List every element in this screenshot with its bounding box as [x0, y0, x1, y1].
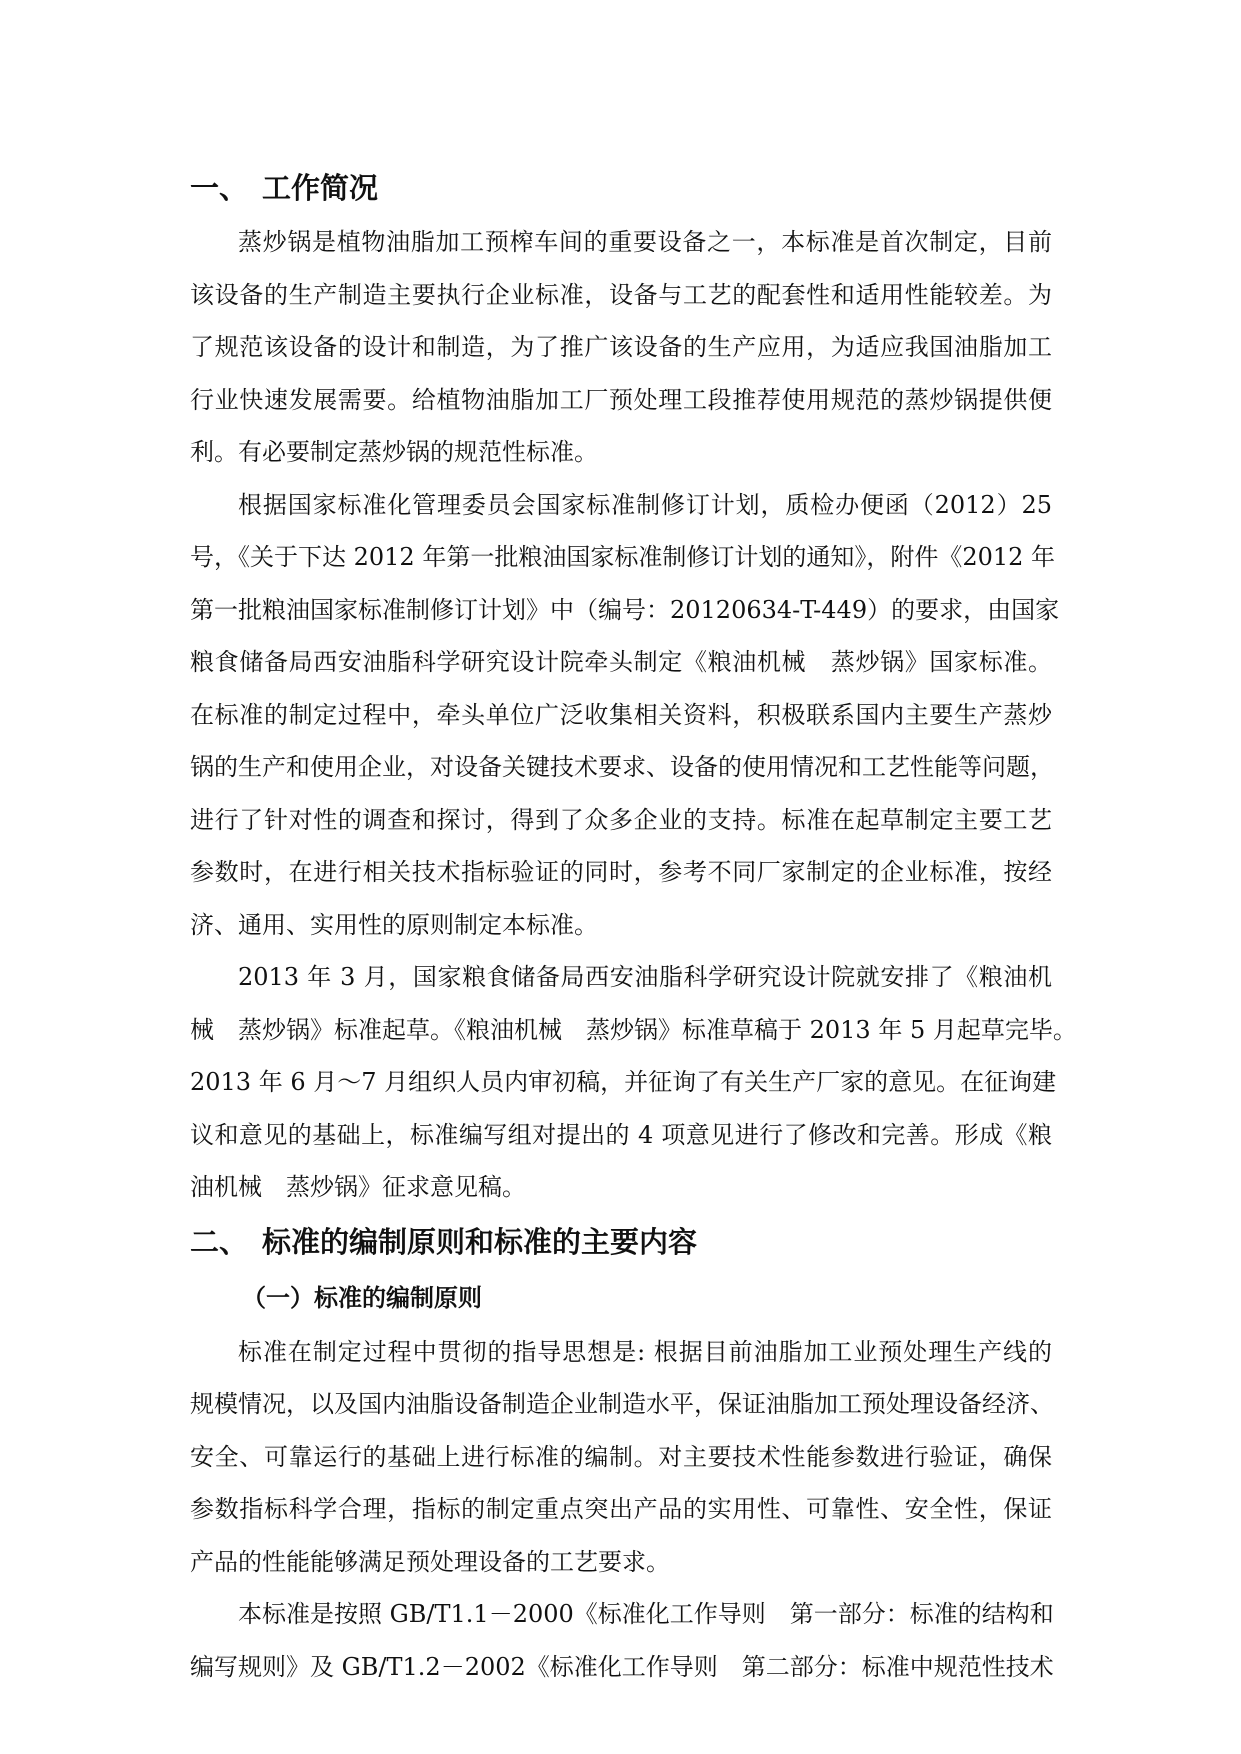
subsection-heading: （一）标准的编制原则 — [242, 1283, 482, 1312]
paragraph — [190, 479, 1060, 952]
text-line: 编写规则》及 GB/T1.2－2002《标准化工作导则 第二部分：标准中规范性技术 — [190, 1652, 1054, 1681]
text-line: 第一批粮油国家标准制修订计划》中（编号：20120634-T-449）的要求，由国家 — [190, 595, 1060, 624]
text-line: 了规范该设备的设计和制造，为了推广该设备的生产应用，为适应我国油脂加工 — [190, 333, 1052, 361]
text-line: 参数时，在进行相关技术指标验证的同时，参考不同厂家制定的企业标准，按经 — [190, 858, 1052, 886]
text-line: 号，《关于下达 2012 年第一批粮油国家标准制修订计划的通知》，附件《2012 年 — [190, 543, 1056, 571]
text-line: 安全、可靠运行的基础上进行标准的编制。对主要技术性能参数进行验证，确保 — [190, 1442, 1052, 1471]
section-heading-1 — [190, 160, 1052, 216]
text-line: 议和意见的基础上，标准编写组对提出的 4 项意见进行了修改和完善。形成《粮 — [190, 1120, 1052, 1149]
text-line: 标准在制定过程中贯彻的指导思想是: 根据目前油脂加工业预处理生产线的 — [238, 1337, 1052, 1366]
section-number: 二、 — [190, 1224, 249, 1259]
text-line: 2013 年 3 月，国家粮食储备局西安油脂科学研究设计院就安排了《粮油机 — [238, 963, 1052, 991]
text-line: 油机械 蒸炒锅》征求意见稿。 — [190, 1173, 526, 1201]
document-body — [190, 160, 1077, 1693]
text-line: 在标准的制定过程中，牵头单位广泛收集相关资料，积极联系国内主要生产蒸炒 — [190, 700, 1052, 729]
text-line: 根据国家标准化管理委员会国家标准制修订计划，质检办便函（2012）25 — [238, 490, 1052, 519]
paragraph — [190, 951, 1077, 1214]
section-title: 标准的编制原则和标准的主要内容 — [262, 1224, 698, 1259]
text-line: 行业快速发展需要。给植物油脂加工厂预处理工段推荐使用规范的蒸炒锅提供便 — [190, 385, 1052, 414]
text-line: 济、通用、实用性的原则制定本标准。 — [190, 910, 598, 939]
text-line: 该设备的生产制造主要执行企业标准，设备与工艺的配套性和适用性能较差。为 — [190, 280, 1052, 309]
text-line: 进行了针对性的调查和探讨，得到了众多企业的支持。标准在起草制定主要工艺 — [190, 805, 1052, 834]
section-number: 一、 — [190, 171, 249, 205]
section-heading-2 — [190, 1214, 1052, 1270]
text-line: 锅的生产和使用企业，对设备关键技术要求、设备的使用情况和工艺性能等问题， — [190, 753, 1054, 781]
paragraph — [190, 1588, 1052, 1693]
paragraph — [190, 1326, 1052, 1589]
text-line: 利。有必要制定蒸炒锅的规范性标准。 — [190, 438, 598, 466]
text-line: 2013 年 6 月～7 月组织人员内审初稿，并征询了有关生产厂家的意见。在征询建 — [190, 1068, 1057, 1096]
paragraph — [190, 216, 1052, 479]
text-line: 产品的性能能够满足预处理设备的工艺要求。 — [190, 1547, 670, 1576]
text-line: 械 蒸炒锅》标准起草。《粮油机械 蒸炒锅》标准草稿于 2013 年 5 月起草完毕。 — [190, 1015, 1077, 1044]
text-line: 参数指标科学合理，指标的制定重点突出产品的实用性、可靠性、安全性，保证 — [190, 1495, 1052, 1523]
text-line: 粮食储备局西安油脂科学研究设计院牵头制定《粮油机械 蒸炒锅》国家标准。 — [190, 648, 1052, 676]
section-title: 工作简况 — [262, 171, 379, 205]
text-line: 规模情况，以及国内油脂设备制造企业制造水平，保证油脂加工预处理设备经济、 — [190, 1390, 1054, 1418]
text-line: 蒸炒锅是植物油脂加工预榨车间的重要设备之一，本标准是首次制定，目前 — [238, 228, 1052, 256]
text-line: 本标准是按照 GB/T1.1－2000《标准化工作导则 第一部分：标准的结构和 — [238, 1600, 1054, 1628]
